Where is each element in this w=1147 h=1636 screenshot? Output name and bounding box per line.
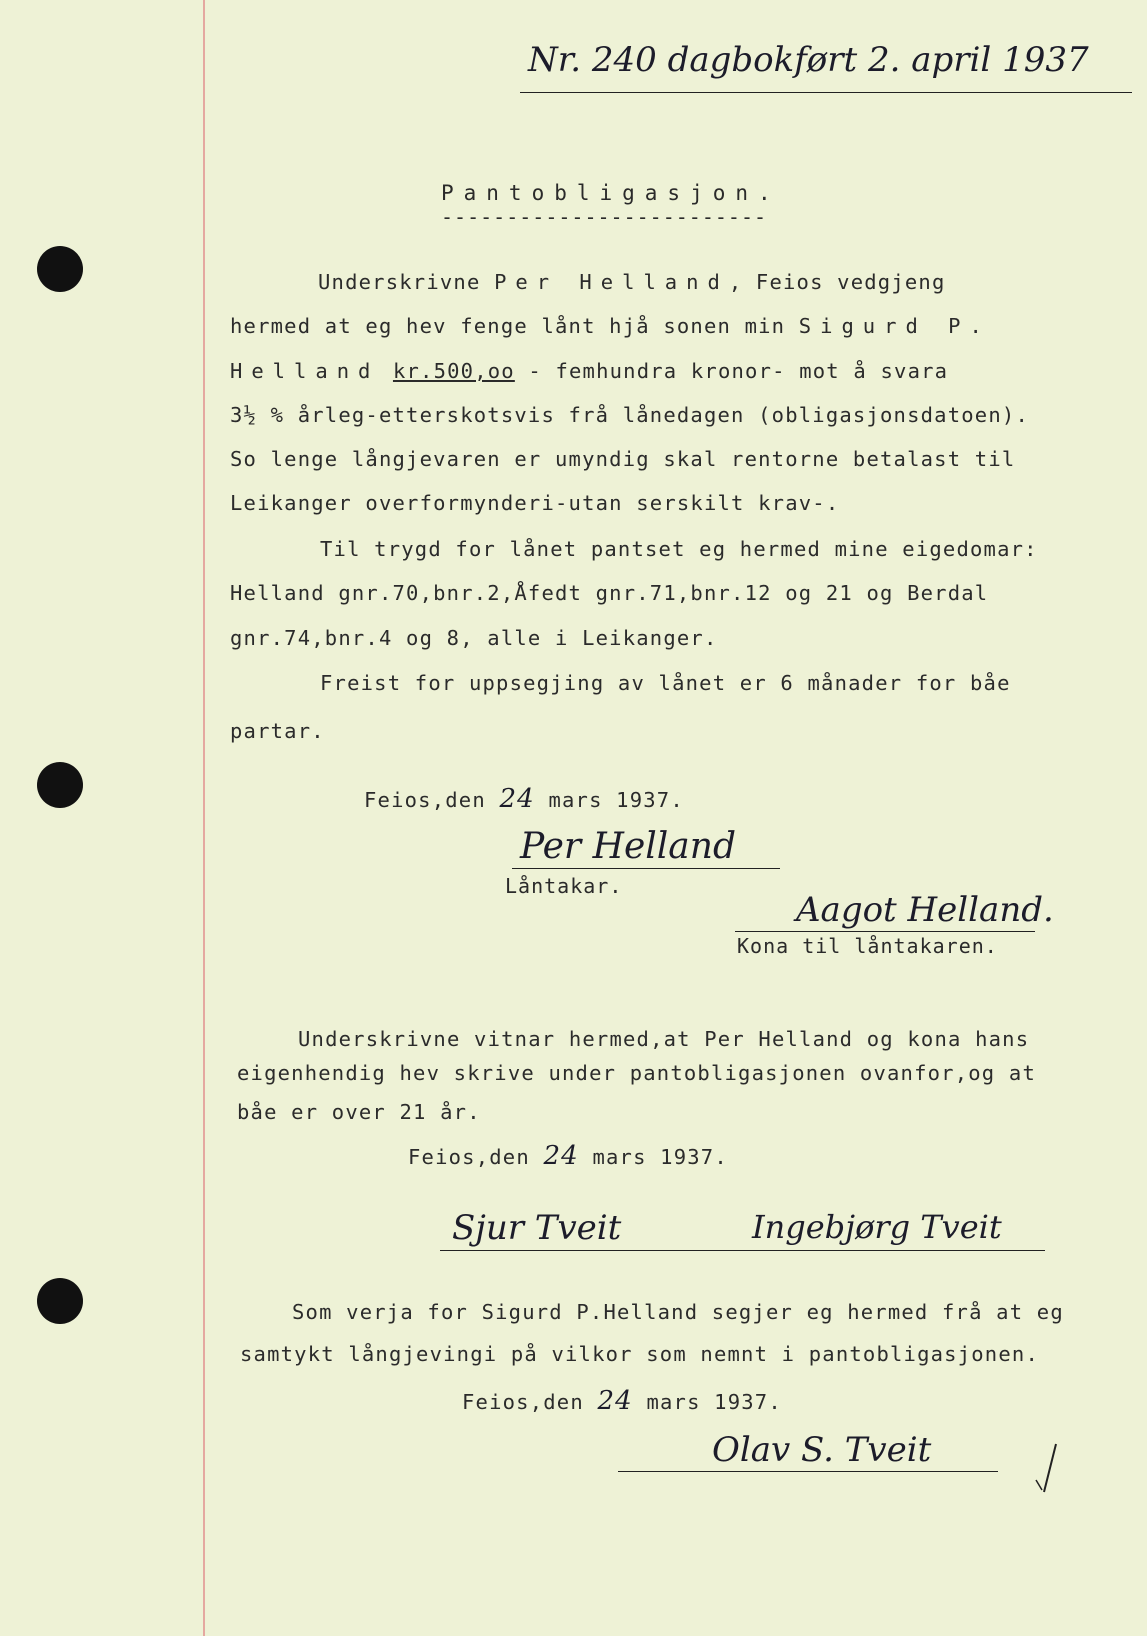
signature-label: Låntakar.	[505, 874, 623, 898]
text-line: Leikanger overformynderi-utan serskilt krav-.	[230, 491, 840, 515]
header-rule	[520, 92, 1132, 93]
signature-guardian: Olav S. Tveit	[712, 1430, 932, 1470]
punch-hole	[37, 762, 83, 808]
signature-wife: Aagot Helland.	[796, 890, 1054, 930]
lender-surname: Helland	[230, 359, 380, 383]
text: , Feios vedgjeng	[728, 270, 946, 294]
text: Feios,den	[364, 788, 486, 812]
text-line	[230, 359, 948, 383]
punch-hole	[37, 1278, 83, 1324]
text-line: Freist for uppsegjing av lånet er 6 månader for båe	[320, 671, 1011, 695]
text-line	[230, 314, 991, 338]
text: mars 1937.	[592, 1145, 728, 1169]
text: Feios,den	[408, 1145, 530, 1169]
title-underline: -------------------------	[441, 205, 768, 229]
text: Feios,den	[462, 1390, 584, 1414]
text-line: gnr.74,bnr.4 og 8, alle i Leikanger.	[230, 626, 718, 650]
date-line	[408, 1141, 728, 1171]
text-line: Helland gnr.70,bnr.2,Åfedt gnr.71,bnr.12 og 21 og Berdal	[230, 581, 989, 605]
pen-stroke-mark	[1022, 1440, 1062, 1500]
borrower-name: Per Helland	[494, 270, 729, 294]
signature-witness-1: Sjur Tveit	[452, 1208, 622, 1248]
text-line: 3½ % årleg-etterskotsvis frå lånedagen (obligasjonsdatoen).	[230, 403, 1029, 427]
loan-amount: kr.500,oo	[392, 359, 515, 383]
text: - femhundra kronor- mot å svara	[514, 359, 949, 383]
text: Underskrivne	[318, 270, 481, 294]
text-line	[318, 270, 946, 294]
document-title: Pantobligasjon.	[441, 181, 781, 205]
text-line: Som verja for Sigurd P.Helland segjer eg hermed frå at eg	[292, 1300, 1064, 1324]
margin-rule	[203, 0, 205, 1636]
text-line: samtykt långjevingi på vilkor som nemnt i pantobligasjonen.	[240, 1342, 1039, 1366]
signature-line	[618, 1471, 998, 1472]
signature-witness-2: Ingebjørg Tveit	[752, 1208, 1002, 1246]
text-line: båe er over 21 år.	[237, 1100, 481, 1124]
signature-line	[440, 1250, 1045, 1251]
text-line: partar.	[230, 719, 325, 743]
text-line: So lenge långjevaren er umyndig skal rentorne betalast til	[230, 447, 1016, 471]
signature-borrower: Per Helland	[520, 826, 736, 867]
text: mars 1937.	[646, 1390, 782, 1414]
date-line	[462, 1386, 782, 1416]
signature-line	[512, 868, 780, 869]
registration-note: Nr. 240 dagbokført 2. april 1937	[528, 40, 1089, 80]
text-line: Underskrivne vitnar hermed,at Per Helland og kona hans	[298, 1027, 1030, 1051]
punch-hole	[37, 246, 83, 292]
signature-label: Kona til låntakaren.	[737, 934, 998, 958]
text-line: eigenhendig hev skrive under pantobligasjonen ovanfor,og at	[237, 1061, 1036, 1085]
handwritten-day: 24	[499, 784, 535, 814]
text: hermed at eg hev fenge lånt hjå sonen min	[230, 314, 786, 338]
text: mars 1937.	[548, 788, 684, 812]
signature-line	[735, 931, 1035, 932]
text-line: Til trygd for lånet pantset eg hermed mine eigedomar:	[320, 537, 1038, 561]
date-line	[364, 784, 684, 814]
handwritten-day: 24	[543, 1141, 579, 1171]
handwritten-day: 24	[597, 1386, 633, 1416]
lender-name: Sigurd P.	[798, 314, 991, 338]
